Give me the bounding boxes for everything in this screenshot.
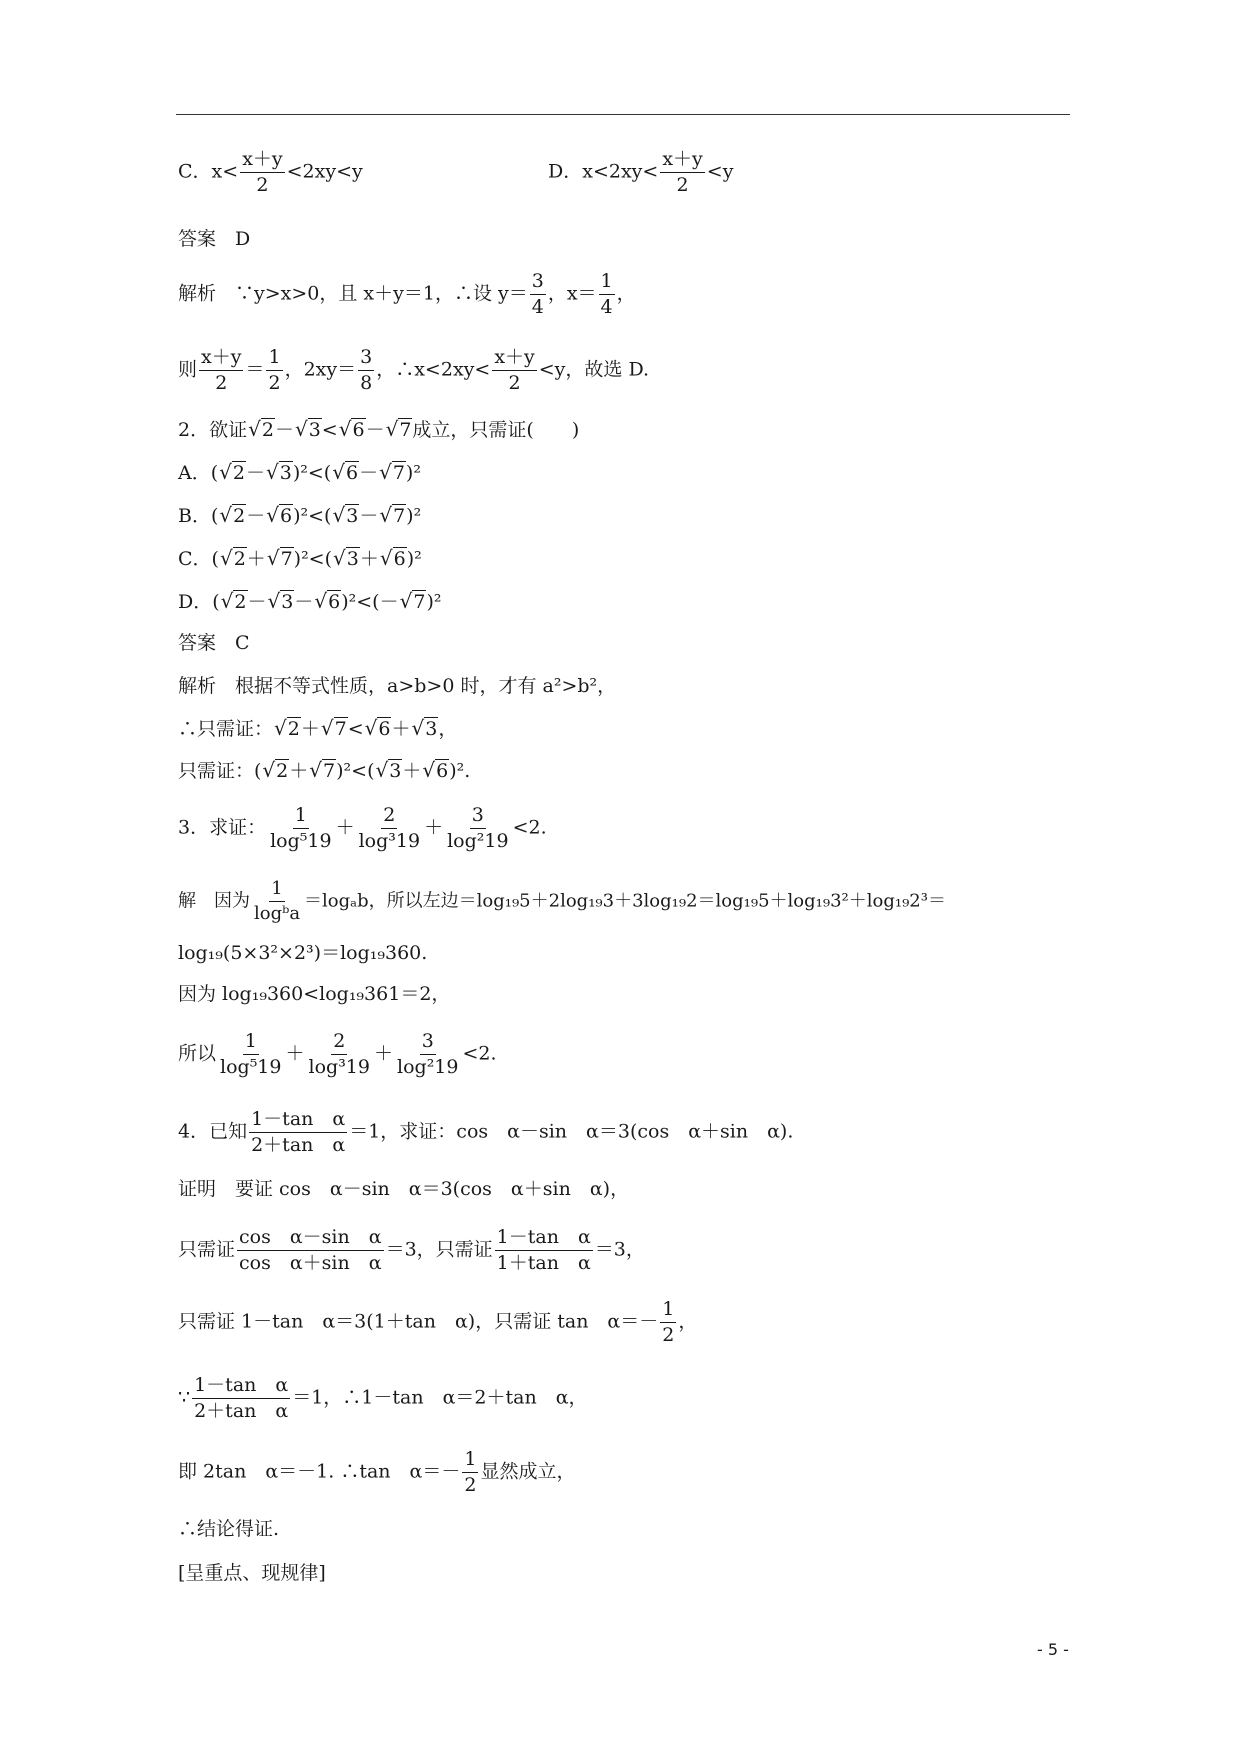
question-2 <box>178 419 579 440</box>
text: 所以 <box>178 1042 217 1065</box>
sqrt: √2 <box>248 417 274 441</box>
text: ， <box>616 282 636 305</box>
text: )²<( <box>293 548 333 570</box>
sqrt: √2 <box>262 758 289 782</box>
fraction-denominator: 1＋tan α <box>496 1252 591 1274</box>
text: 只需证 1－tan α＝3(1＋tan α)，只需证 tan α＝－ <box>178 1310 659 1333</box>
proof-4-conclusion: ∴结论得证. <box>178 1518 280 1540</box>
sqrt-arg: 6 <box>345 462 359 484</box>
sqrt-arg: 6 <box>436 760 449 782</box>
sqrt-arg: 3 <box>279 462 292 484</box>
text: <2. <box>462 1042 497 1065</box>
fraction-denominator: 2 <box>215 372 228 394</box>
text: 2．欲证 <box>178 419 248 441</box>
text: ＋ <box>402 760 422 782</box>
text: <y，故选 D. <box>538 358 650 381</box>
answer-1: 答案 D <box>178 228 251 250</box>
fraction-numerator: 3 <box>420 1032 436 1055</box>
fraction-numerator: 1 <box>462 1450 478 1473</box>
text: <2. <box>512 816 547 839</box>
solution-3-step2: 因为 log₁₉360<log₁₉361＝2， <box>178 983 451 1005</box>
sqrt: √7 <box>309 758 336 782</box>
text: ＝1，∴1－tan α＝2＋tan α， <box>292 1386 588 1409</box>
option-d-text: D．x<2xy< <box>548 160 659 183</box>
answer-2: 答案 C <box>178 632 250 654</box>
fraction-denominator: 2＋tan α <box>194 1400 289 1422</box>
text: C．( <box>178 548 219 570</box>
sqrt: √2 <box>274 716 300 740</box>
text: ＋ <box>300 718 320 740</box>
text: ，∴x<2xy< <box>376 358 491 381</box>
sqrt: √3 <box>333 546 359 570</box>
option-b <box>178 505 421 526</box>
proof-4-step4 <box>178 1450 575 1495</box>
option-c <box>178 548 422 569</box>
option-d-tail: <y <box>706 160 734 183</box>
text: 即 2tan α＝－1. ∴tan α＝－ <box>178 1460 461 1483</box>
fraction-numerator: 1 <box>266 348 282 371</box>
fraction <box>445 806 510 851</box>
analysis-2-step1 <box>178 718 457 739</box>
fraction-denominator: log⁵19 <box>270 830 332 852</box>
text: 则 <box>178 358 198 381</box>
text: 解析 ∵y>x>0，且 x＋y＝1，∴设 y＝ <box>178 282 528 305</box>
page-number: - 5 - <box>1037 1640 1069 1659</box>
text: ＋ <box>289 760 309 782</box>
fraction-numerator: 1 <box>293 806 309 829</box>
text: － <box>294 591 314 613</box>
section-heading: [呈重点、现规律] <box>178 1562 326 1584</box>
sqrt-arg: 2 <box>233 548 246 570</box>
fraction <box>530 272 546 317</box>
sqrt: √2 <box>219 546 246 570</box>
fraction <box>358 348 374 393</box>
text: ＝3， <box>594 1238 645 1261</box>
fraction-denominator: 2 <box>268 372 281 394</box>
fraction <box>395 1032 460 1077</box>
text: ＝ <box>245 358 265 381</box>
analysis-2-step2 <box>178 760 470 781</box>
sqrt: √3 <box>411 716 438 740</box>
text: 3．求证： <box>178 816 267 839</box>
option-d <box>178 591 441 612</box>
fraction <box>660 1300 676 1345</box>
fraction <box>237 1228 384 1273</box>
fraction-numerator: x＋y <box>492 348 536 371</box>
text: － <box>365 419 385 441</box>
sqrt-arg: 3 <box>281 591 294 613</box>
fraction-denominator: 4 <box>531 296 544 318</box>
sqrt-arg: 6 <box>328 591 341 613</box>
sqrt-arg: 6 <box>378 718 391 740</box>
text: < <box>347 718 364 740</box>
text: ＋ <box>246 548 266 570</box>
proof-4-step2 <box>178 1300 697 1345</box>
text: A．( <box>178 462 219 484</box>
text: 4．已知 <box>178 1120 248 1143</box>
text: 只需证 <box>178 1238 236 1261</box>
text: )² <box>406 548 422 570</box>
option-a <box>178 462 421 483</box>
sqrt: √3 <box>266 460 292 484</box>
sqrt-arg: 7 <box>392 462 405 484</box>
sqrt-arg: 7 <box>280 548 293 570</box>
sqrt-arg: 7 <box>399 419 412 441</box>
sqrt-arg: 7 <box>323 760 336 782</box>
text: ＋ <box>335 816 355 839</box>
question-4 <box>178 1110 793 1155</box>
analysis-2: 解析 根据不等式性质，a>b>0 时，才有 a²>b²， <box>178 675 617 697</box>
text: ∵ <box>178 1386 191 1409</box>
fraction <box>240 150 284 195</box>
sqrt-arg: 2 <box>233 505 246 527</box>
fraction-denominator: 8 <box>360 372 373 394</box>
fraction-numerator: 3 <box>530 272 546 295</box>
text: － <box>247 591 267 613</box>
sqrt: √7 <box>379 460 405 484</box>
fraction-denominator: 2 <box>676 174 689 196</box>
sqrt: √3 <box>332 503 359 527</box>
sqrt: √6 <box>422 758 449 782</box>
fraction <box>307 1032 372 1077</box>
sqrt: √6 <box>379 546 406 570</box>
fraction-denominator: log²19 <box>447 830 509 852</box>
fraction-numerator: 1 <box>243 1032 259 1055</box>
sqrt-arg: 7 <box>413 591 426 613</box>
fraction <box>357 806 422 851</box>
solution-3 <box>178 880 946 923</box>
proof-4-step1 <box>178 1228 645 1273</box>
sqrt: √6 <box>314 589 341 613</box>
sqrt: √7 <box>266 546 293 570</box>
fraction <box>599 272 615 317</box>
option-d-line <box>548 150 733 195</box>
sqrt: √2 <box>219 460 245 484</box>
fraction-denominator: 2＋tan α <box>251 1134 346 1156</box>
fraction <box>252 880 302 923</box>
fraction <box>266 348 282 393</box>
fraction-denominator: 2 <box>508 372 521 394</box>
fraction <box>192 1376 290 1421</box>
fraction-numerator: 3 <box>470 806 486 829</box>
sqrt: √3 <box>267 589 294 613</box>
fraction-denominator: log⁵19 <box>220 1056 282 1078</box>
sqrt: √6 <box>338 417 365 441</box>
sqrt-arg: 2 <box>276 760 289 782</box>
fraction-numerator: 1－tan α <box>495 1228 593 1251</box>
text: )²<( <box>336 760 375 782</box>
fraction-numerator: 2 <box>331 1032 347 1055</box>
option-c-line <box>178 150 363 195</box>
sqrt-arg: 3 <box>346 505 359 527</box>
text: － <box>359 462 379 484</box>
text: ， <box>438 718 458 740</box>
text: 解 因为 <box>178 890 250 912</box>
text: 成立，只需证( ) <box>412 419 580 441</box>
sqrt: √7 <box>320 716 347 740</box>
text: 只需证：( <box>178 760 262 782</box>
text: ， <box>678 1310 698 1333</box>
text: D．( <box>178 591 220 613</box>
analysis-1 <box>178 272 636 317</box>
sqrt: √7 <box>379 503 406 527</box>
sqrt-arg: 2 <box>232 462 245 484</box>
question-3 <box>178 806 547 851</box>
sqrt-arg: 2 <box>287 718 300 740</box>
sqrt: √2 <box>220 589 247 613</box>
text: ∴只需证： <box>178 718 274 740</box>
proof-4-step3 <box>178 1376 588 1421</box>
text: )²<( <box>293 505 332 527</box>
fraction <box>268 806 333 851</box>
fraction-numerator: 3 <box>358 348 374 371</box>
sqrt-arg: 6 <box>393 548 406 570</box>
fraction <box>218 1032 283 1077</box>
fraction-numerator: x＋y <box>240 150 284 173</box>
text: )² <box>426 591 442 613</box>
fraction <box>495 1228 593 1273</box>
fraction-numerator: 1 <box>660 1300 676 1323</box>
text: ＋ <box>285 1042 305 1065</box>
fraction-denominator: 2 <box>256 174 269 196</box>
fraction-numerator: 1 <box>599 272 615 295</box>
fraction <box>492 348 536 393</box>
analysis-1-conclusion <box>178 348 649 393</box>
text: ＝1，求证：cos α－sin α＝3(cos α＋sin α). <box>349 1120 794 1143</box>
sqrt: √6 <box>266 503 293 527</box>
fraction-numerator: 1－tan α <box>249 1110 347 1133</box>
text: ＋ <box>424 816 444 839</box>
sqrt-arg: 6 <box>352 419 365 441</box>
text: ＋ <box>391 718 411 740</box>
sqrt-arg: 3 <box>346 548 359 570</box>
sqrt: √6 <box>332 460 359 484</box>
text: )²<(－ <box>341 591 399 613</box>
sqrt-arg: 3 <box>425 718 438 740</box>
sqrt-arg: 3 <box>308 419 321 441</box>
sqrt-arg: 6 <box>280 505 293 527</box>
fraction-denominator: log²19 <box>397 1056 459 1078</box>
fraction-numerator: x＋y <box>660 150 704 173</box>
fraction-denominator: 2 <box>662 1324 675 1346</box>
text: ，2xy＝ <box>284 358 357 381</box>
sqrt: √6 <box>364 716 391 740</box>
text: ＝3，只需证 <box>385 1238 493 1261</box>
text: － <box>245 462 265 484</box>
fraction <box>660 150 704 195</box>
sqrt: √7 <box>385 417 412 441</box>
fraction <box>462 1450 478 1495</box>
sqrt-arg: 7 <box>393 505 406 527</box>
text: )² <box>405 462 421 484</box>
fraction-denominator: logᵇa <box>254 903 301 924</box>
fraction <box>199 348 243 393</box>
fraction-numerator: x＋y <box>199 348 243 371</box>
fraction-denominator: 2 <box>464 1474 477 1496</box>
text: － <box>246 505 266 527</box>
sqrt-arg: 2 <box>234 591 247 613</box>
fraction-numerator: 1－tan α <box>192 1376 290 1399</box>
solution-3-step1: log₁₉(5×3²×2³)＝log₁₉360. <box>178 942 428 964</box>
text: 显然成立， <box>480 1460 576 1483</box>
text: < <box>321 419 338 441</box>
option-c-text: C．x< <box>178 160 239 183</box>
text: )² <box>406 505 422 527</box>
text: ＝logₐb，所以左边＝log₁₉5＋2log₁₉3＋3log₁₉2＝log₁₉5＋log₁₉3²＋log₁₉2³＝ <box>304 890 946 912</box>
text: ，x＝ <box>547 282 597 305</box>
sqrt: √3 <box>375 758 402 782</box>
sqrt: √7 <box>399 589 426 613</box>
fraction <box>249 1110 347 1155</box>
solution-3-conclusion <box>178 1032 497 1077</box>
fraction-denominator: log³19 <box>308 1056 370 1078</box>
sqrt-arg: 7 <box>334 718 347 740</box>
fraction-denominator: 4 <box>600 296 613 318</box>
text: )²<( <box>292 462 332 484</box>
fraction-numerator: 2 <box>381 806 397 829</box>
sqrt: √2 <box>219 503 246 527</box>
text: B．( <box>178 505 219 527</box>
fraction-numerator: 1 <box>269 880 284 902</box>
sqrt-arg: 2 <box>261 419 274 441</box>
text: ＋ <box>374 1042 394 1065</box>
sqrt-arg: 3 <box>389 760 402 782</box>
fraction-denominator: log³19 <box>358 830 421 852</box>
text: )². <box>449 760 471 782</box>
fraction-numerator: cos α－sin α <box>237 1228 384 1251</box>
header-rule <box>176 114 1070 115</box>
text: ＋ <box>359 548 379 570</box>
sqrt: √3 <box>294 417 321 441</box>
option-c-tail: <2xy<y <box>286 160 363 183</box>
proof-4: 证明 要证 cos α－sin α＝3(cos α＋sin α)， <box>178 1178 630 1200</box>
text: － <box>274 419 294 441</box>
text: － <box>359 505 379 527</box>
fraction-denominator: cos α＋sin α <box>239 1252 382 1274</box>
